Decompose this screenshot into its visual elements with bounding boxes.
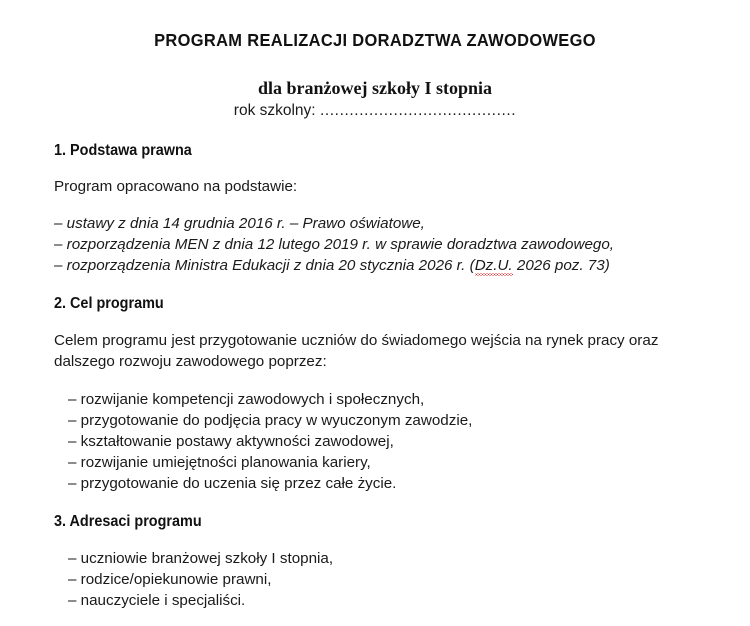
list-item: – ustawy z dnia 14 grudnia 2016 r. – Prawo oświatowe, bbox=[54, 215, 425, 232]
section-2-heading: 2. Cel programu bbox=[54, 295, 164, 312]
list-item: – rozporządzenia MEN z dnia 12 lutego 2019 r. w sprawie doradztwa zawodowego, bbox=[54, 236, 615, 253]
legal-ref-text-after: 2026 poz. 73) bbox=[512, 257, 610, 274]
list-item: – przygotowanie do uczenia się przez całe życie. bbox=[68, 475, 397, 492]
program-goals-list bbox=[54, 389, 720, 494]
section-1-intro: Program opracowano na podstawie: bbox=[54, 178, 298, 195]
section-3-heading: 3. Adresaci programu bbox=[54, 513, 202, 530]
school-year-label: rok szkolny: bbox=[233, 102, 316, 119]
list-item: – rozwijanie umiejętności planowania kariery, bbox=[68, 454, 371, 471]
section-1-heading: 1. Podstawa prawna bbox=[54, 142, 192, 159]
target-audience-list bbox=[54, 548, 720, 611]
section-podstawa-prawna bbox=[54, 142, 720, 276]
list-item: – rodzice/opiekunowie prawni, bbox=[68, 571, 272, 588]
school-year-fill-dots: ........................................ bbox=[319, 102, 517, 119]
legal-ref-text-before: – rozporządzenia Ministra Edukacji z dnia 20 stycznia 2026 r. ( bbox=[54, 257, 475, 274]
section-2-intro: Celem programu jest przygotowanie uczniów do świadomego wejścia na rynek pracy oraz dalszego rozwoju zawodowego poprzez: bbox=[54, 332, 659, 370]
section-adresaci-programu bbox=[54, 513, 720, 611]
list-item: – rozwijanie kompetencji zawodowych i społecznych, bbox=[68, 391, 425, 408]
list-item: – przygotowanie do podjęcia pracy w wyuczonym zawodzie, bbox=[68, 412, 473, 429]
document-title: PROGRAM REALIZACJI DORADZTWA ZAWODOWEGO bbox=[154, 30, 596, 50]
document-subtitle: dla branżowej szkoły I stopnia bbox=[257, 78, 493, 98]
document-body bbox=[0, 120, 750, 611]
document-title-block bbox=[0, 0, 750, 120]
list-item: – uczniowie branżowej szkoły I stopnia, bbox=[68, 550, 334, 567]
spellcheck-flagged-word: Dz.U. bbox=[474, 257, 513, 274]
section-cel-programu bbox=[54, 295, 720, 494]
list-item bbox=[54, 255, 720, 276]
list-item: – kształtowanie postawy aktywności zawodowej, bbox=[68, 433, 394, 450]
legal-basis-list bbox=[54, 213, 720, 276]
list-item: – nauczyciele i specjaliści. bbox=[68, 592, 246, 609]
school-year-line bbox=[0, 99, 750, 120]
